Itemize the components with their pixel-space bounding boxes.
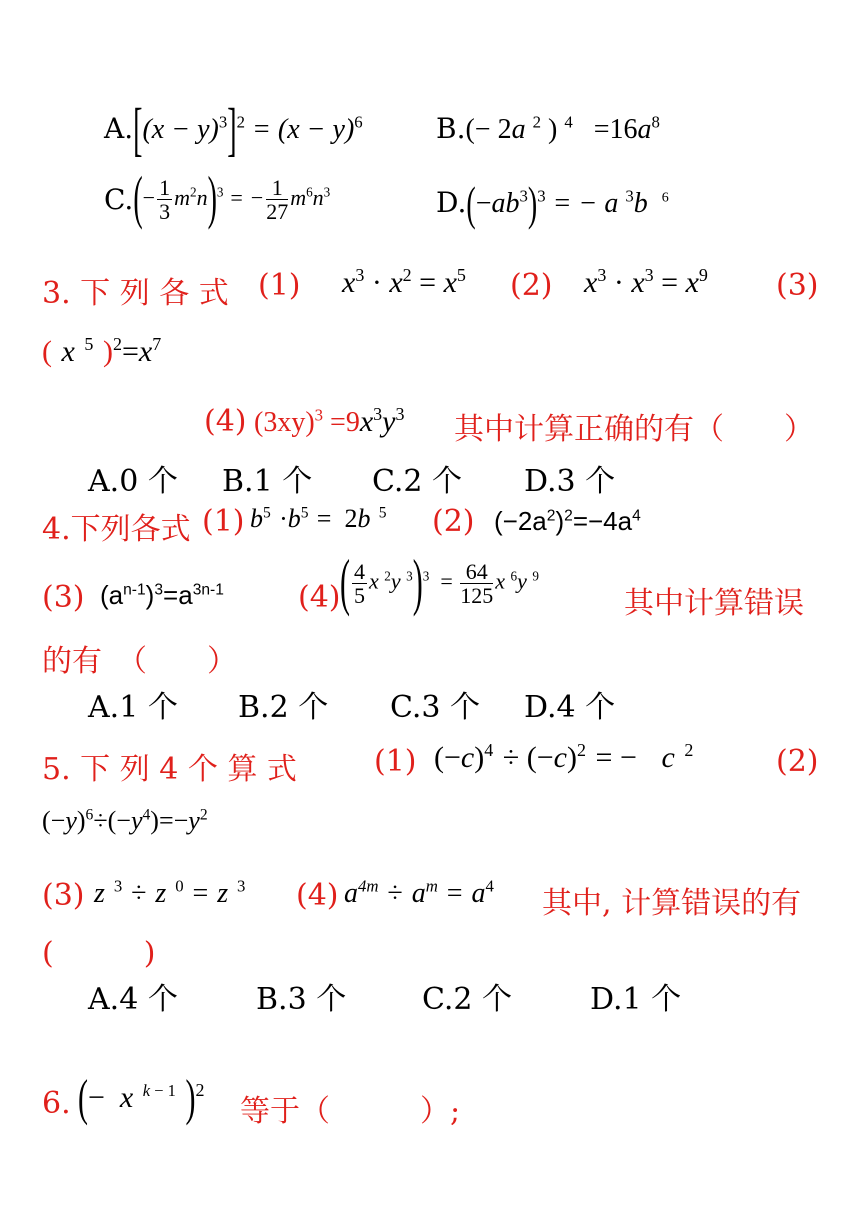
q4-item3-num: (3) bbox=[42, 580, 85, 615]
q5-stem-prefix: 5. 下 列 4 个 算 式 bbox=[42, 752, 297, 787]
q3-item2-expr: $x^3 \cdot x^3 = x^9$ bbox=[584, 265, 708, 299]
q2-option-c: C.(− $\frac{1}{3}$ $m^2n)^3$ = − $\frac{1}{27}$ $m^6n^3$ bbox=[104, 165, 331, 232]
q5-item2-expr: $(-y)^6\div(-y^4)=-y^2$ bbox=[42, 806, 208, 835]
q3-option-b: B.1 个 bbox=[222, 464, 313, 499]
q3-item4-expr: $(3xy)^3 =9x^3y^3$ bbox=[254, 404, 405, 438]
q5-item2-num: (2) bbox=[776, 744, 819, 779]
q4-option-a: A.1 个 bbox=[88, 690, 178, 725]
q3-item1-num: (1) bbox=[258, 268, 301, 303]
option-label: A. bbox=[104, 112, 134, 145]
q3-option-a: A.0 个 bbox=[88, 464, 178, 499]
q3-stem-prefix: 3. 下 列 各 式 bbox=[42, 276, 229, 311]
q4-item1-num: (1) bbox=[202, 504, 245, 539]
q5-option-b: B.3 个 bbox=[256, 982, 347, 1017]
q3-item3-num: (3) bbox=[776, 268, 819, 303]
q4-option-d: D.4 个 bbox=[524, 690, 616, 725]
q5-option-a: A.4 个 bbox=[88, 982, 178, 1017]
q6-stem-suffix: 等于（ ）; bbox=[240, 1094, 461, 1129]
option-label: D. bbox=[436, 186, 467, 219]
q4-item2-expr: $(-2a^2)^2=-4a^4$ bbox=[494, 506, 641, 536]
option-label: C. bbox=[104, 183, 134, 217]
q5-answer-blank: ( ) bbox=[42, 936, 156, 971]
q4-item4-expr: ( $\frac{4}{5}$ x $^2$y $^3$)$^3$ = $\frac{64}{125}$ x $^6$y $^9$ bbox=[340, 547, 539, 618]
q4-item1-expr: $b^5 \cdot b^5 = 2b$ $^5$ bbox=[250, 504, 387, 533]
q4-stem-prefix: 4.下列各式 bbox=[42, 512, 191, 547]
option-label: B. bbox=[436, 112, 466, 145]
q4-stem-suffix-b: 的有 （ ） bbox=[42, 644, 237, 679]
q5-stem-suffix: 其中, 计算错误的有 bbox=[542, 886, 802, 921]
q5-item3-expr: z $^3$ ÷ z $^0$ = z $^3$ bbox=[94, 876, 246, 909]
q3-item4-num: (4) bbox=[204, 404, 247, 439]
q5-option-d: D.1 个 bbox=[590, 982, 682, 1017]
q5-item1-num: (1) bbox=[374, 744, 417, 779]
q5-item1-expr: $(-c)^4 \div (-c)^2$ = − c $^2$ bbox=[434, 740, 694, 774]
q4-item4-num: (4) bbox=[298, 580, 341, 615]
q3-option-d: D.3 个 bbox=[524, 464, 616, 499]
q4-option-c: C.3 个 bbox=[390, 690, 481, 725]
q3-item1-expr: $x^3 \cdot x^2 = x^5$ bbox=[342, 265, 466, 299]
q5-item4-num: (4) bbox=[296, 878, 339, 913]
q2-option-a: $A.[(x - y)^3]^2 = (x - y)^6$ bbox=[104, 97, 363, 164]
q2-option-b: B.(− 2a $^2$ ) $^4 =16a^8$ bbox=[436, 112, 660, 145]
q6-expr: (− x $^{k - 1}$ )$^2$ bbox=[78, 1070, 205, 1127]
q4-item3-expr: $(a^{n-1})^3=a^{3n-1}$ bbox=[100, 580, 224, 610]
q3-stem-suffix: 其中计算正确的有（ ） bbox=[454, 412, 814, 447]
q4-stem-suffix-a: 其中计算错误 bbox=[624, 586, 804, 621]
q5-option-c: C.2 个 bbox=[422, 982, 513, 1017]
q2-option-d: $D.(-ab^3)^3$ = − a $^3$b $^6$ bbox=[436, 178, 669, 232]
q4-item2-num: (2) bbox=[432, 504, 475, 539]
q6-number: 6. bbox=[42, 1086, 71, 1121]
q3-item2-num: (2) bbox=[510, 268, 553, 303]
q3-item3-expr: ( x $^5$ )$^2=x^7$ bbox=[42, 334, 162, 368]
q5-item3-num: (3) bbox=[42, 878, 85, 913]
q4-option-b: B.2 个 bbox=[238, 690, 329, 725]
q3-option-c: C.2 个 bbox=[372, 464, 463, 499]
q5-item4-expr: $a^{4m} \div a^m = a^4$ bbox=[344, 876, 494, 909]
